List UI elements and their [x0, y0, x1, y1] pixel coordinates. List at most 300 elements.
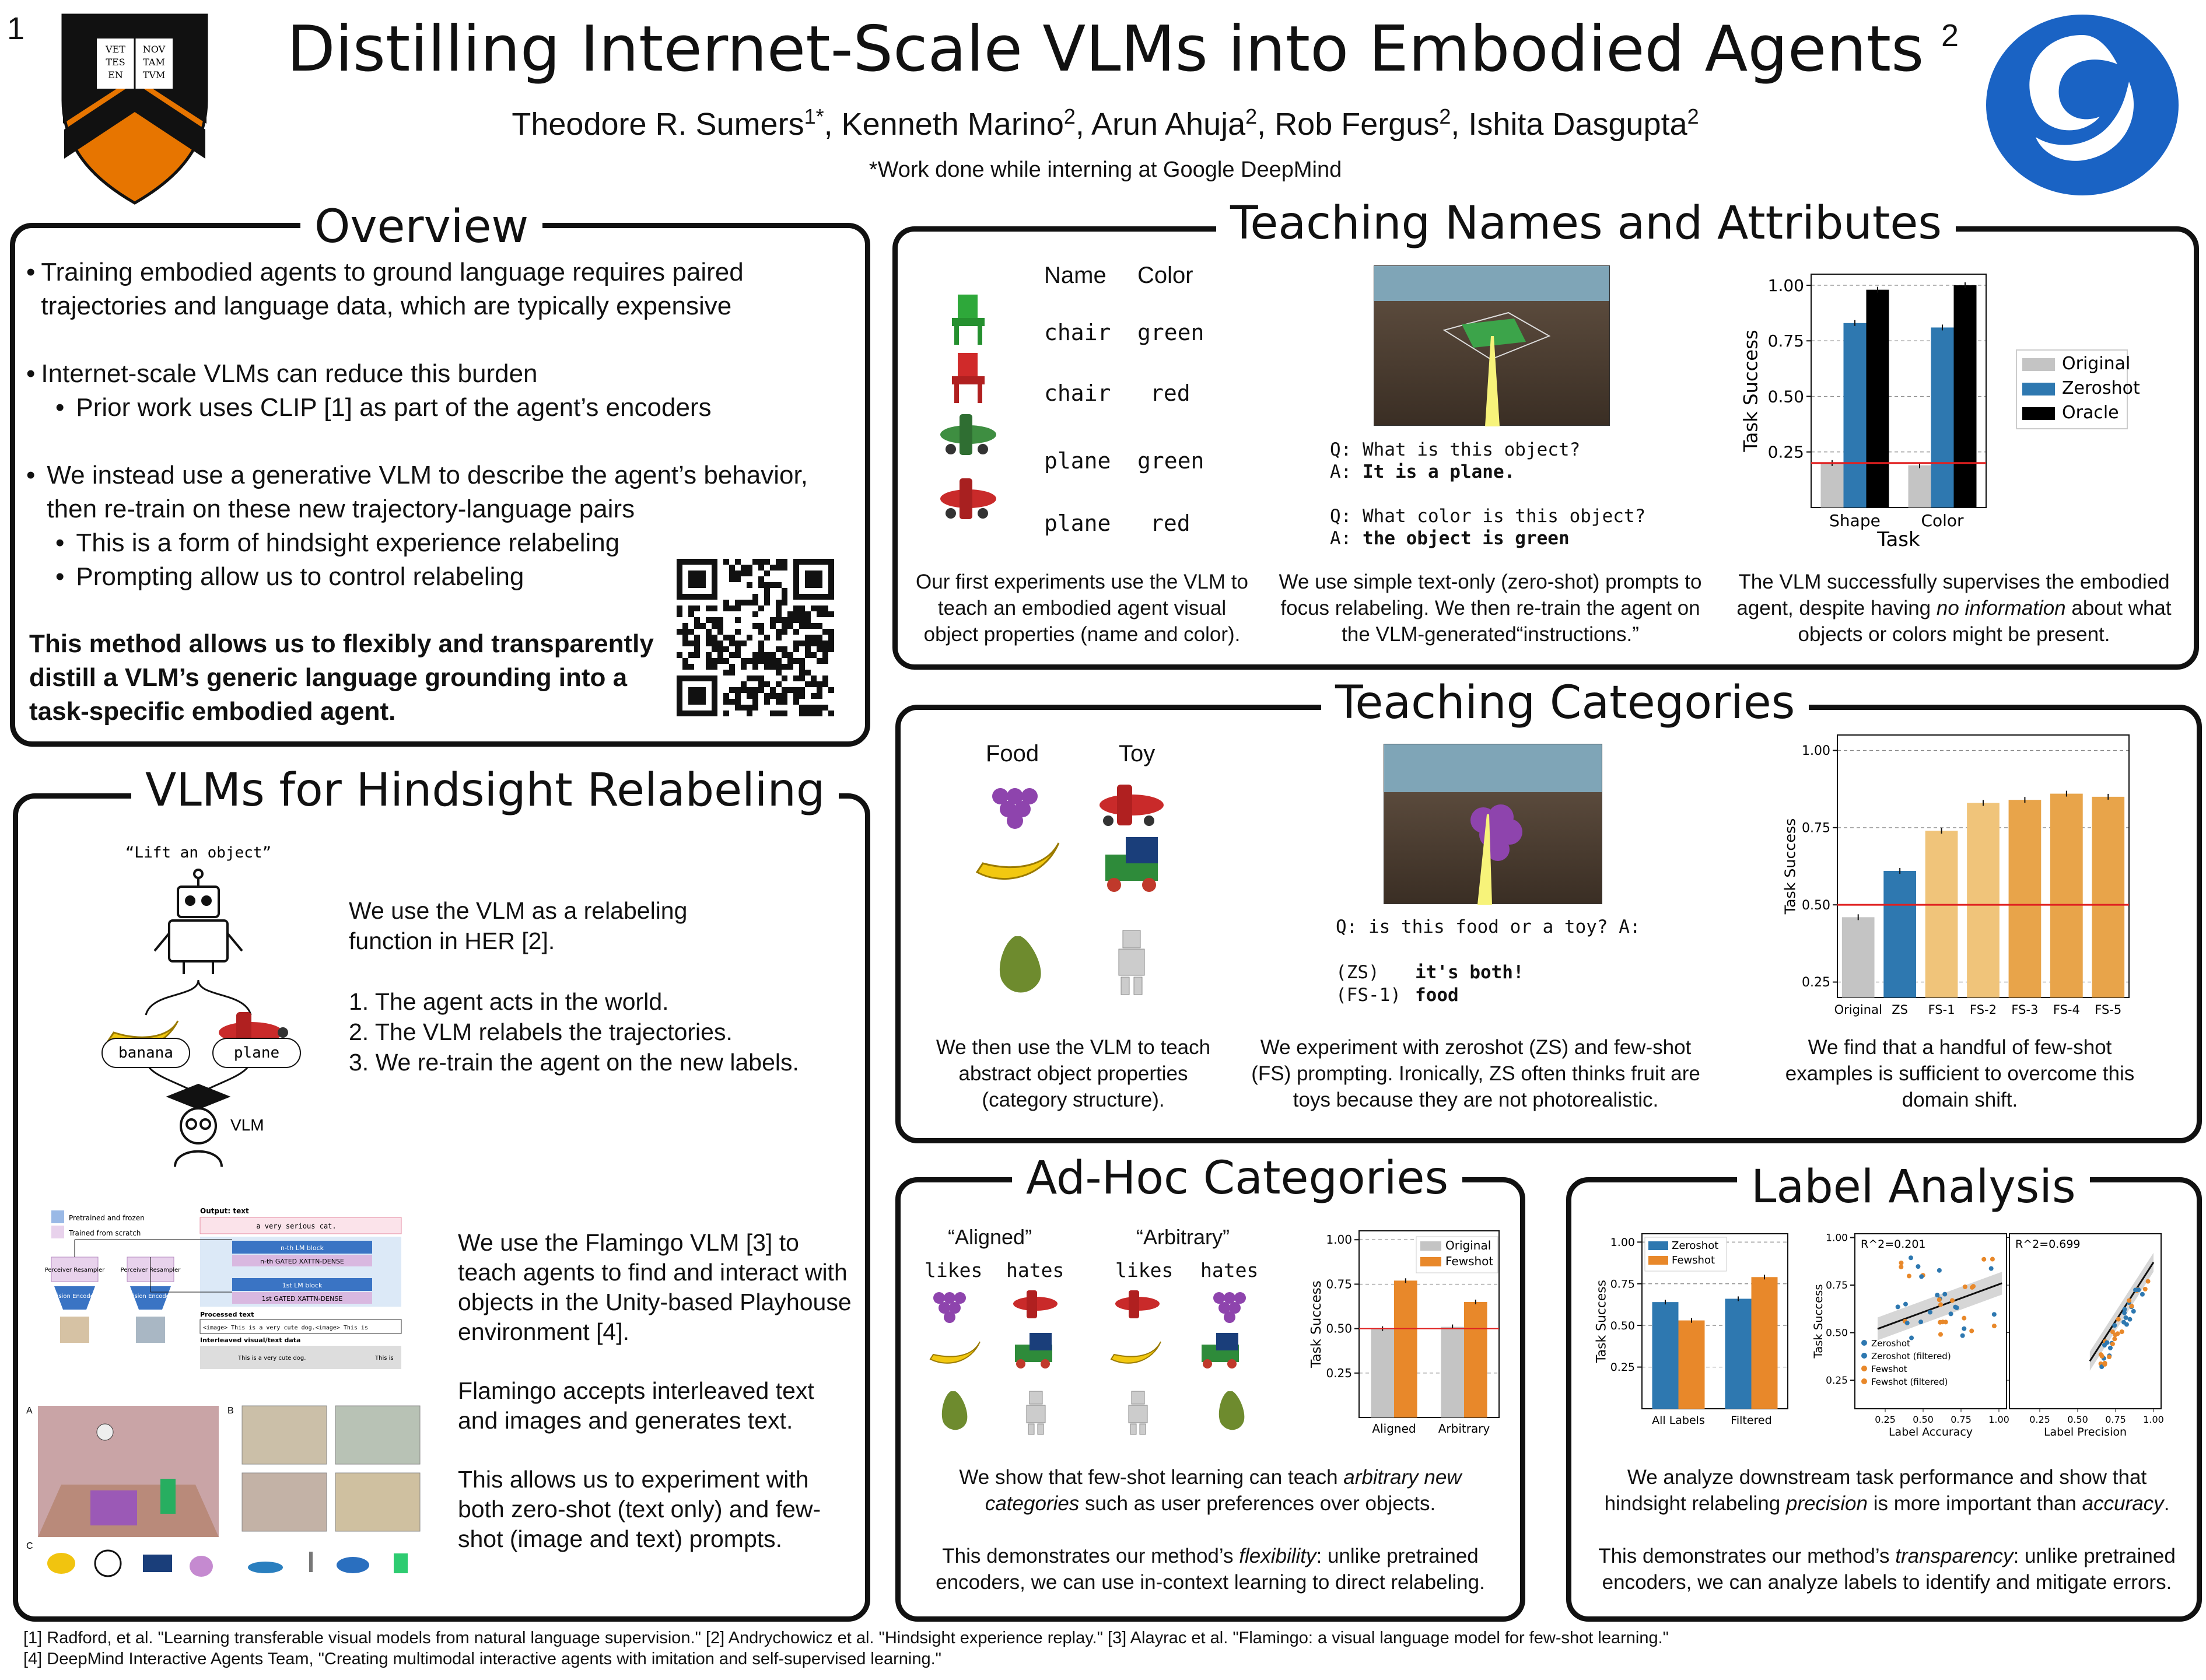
qr-module: [706, 617, 712, 623]
adhoc-caption-2-a: This demonstrates our method’s: [942, 1545, 1239, 1567]
author-affil: 2: [1245, 104, 1258, 128]
scatter-point: [2100, 1354, 2105, 1359]
categories-zs-row: [1336, 961, 1686, 984]
bar-fewshot: [1752, 1277, 1778, 1409]
author-affil: 2: [1063, 104, 1076, 128]
qr-module: [822, 676, 828, 681]
qr-module: [752, 658, 758, 664]
qr-module: [677, 652, 682, 658]
scatter-point: [1992, 1324, 1997, 1328]
qr-module: [799, 623, 805, 629]
scatter-point: [1938, 1332, 1943, 1337]
qr-module: [799, 664, 805, 670]
qr-module: [764, 559, 770, 565]
affiliation-1: 1: [7, 11, 25, 46]
r2-annotation: R^2=0.201: [1861, 1238, 1926, 1251]
qr-module: [782, 623, 787, 629]
y-tick-label: 1.00: [1767, 275, 1804, 295]
qr-module: [682, 623, 688, 629]
label-bar-chart: [1587, 1222, 1797, 1438]
arbitrary-label: “Arbitrary”: [1136, 1225, 1230, 1249]
qr-module: [799, 670, 805, 676]
qr-module: [741, 570, 747, 576]
legend-label: Fewshot: [1445, 1254, 1494, 1268]
overview-title: Overview: [300, 201, 542, 253]
qr-module: [758, 565, 764, 570]
qr-module: [752, 687, 758, 693]
toy-plane-icon: [1013, 1290, 1058, 1318]
x-tick-label: 0.75: [2105, 1414, 2126, 1425]
her-text: [349, 895, 850, 1077]
processed-text: <image> This is a very cute dog.<image> This is: [203, 1325, 368, 1331]
author-affil: 2: [1687, 104, 1699, 128]
categories-zs-answer: it's both!: [1415, 962, 1524, 983]
qr-module: [682, 658, 688, 664]
legend-label: Fewshot (filtered): [1871, 1377, 1948, 1387]
qr-module: [770, 664, 776, 670]
qr-module: [741, 687, 747, 693]
qr-module: [822, 658, 828, 664]
legend-marker: [1861, 1340, 1867, 1346]
qr-module: [752, 664, 758, 670]
scatter-point: [2112, 1323, 2117, 1328]
names-table: [933, 262, 1260, 554]
qr-module: [828, 646, 834, 652]
qr-module: [752, 705, 758, 710]
overview-subbullet: • Prior work uses CLIP [1] as part of the agent’s encoders: [55, 391, 855, 425]
flamingo-architecture-figure: [45, 1205, 419, 1374]
qr-module: [723, 635, 729, 640]
qr-module: [776, 693, 782, 699]
x-tick-label: 0.25: [2029, 1414, 2050, 1425]
qr-module: [758, 640, 764, 646]
qr-module: [764, 635, 770, 640]
qr-module: [694, 652, 700, 658]
x-tick-label: 0.50: [2067, 1414, 2088, 1425]
scatter-point: [1981, 1257, 1986, 1262]
qr-module: [758, 559, 764, 565]
legend-frozen: Pretrained and frozen: [69, 1214, 145, 1222]
y-axis-label: Task Success: [1781, 818, 1799, 915]
output-text: a very serious cat.: [256, 1222, 337, 1230]
y-tick-label: 0.75: [1826, 1279, 1848, 1292]
qr-module: [811, 606, 817, 611]
qr-module: [741, 658, 747, 664]
qr-module: [776, 629, 782, 635]
categories-chart: [1762, 718, 2141, 1015]
qr-module: [811, 640, 817, 646]
adhoc-caption-2: [916, 1543, 1505, 1595]
qr-module: [747, 600, 752, 606]
scatter-point: [2146, 1279, 2151, 1284]
qr-module: [723, 710, 729, 716]
scatter-point: [2120, 1329, 2124, 1334]
qr-module: [764, 570, 770, 576]
qr-module: [787, 617, 793, 623]
scatter-point: [1941, 1320, 1945, 1324]
scatter-point: [2108, 1346, 2113, 1350]
y-axis-label: Task Success: [1594, 1279, 1609, 1363]
qr-module: [822, 611, 828, 617]
shield-text-5: TAM: [143, 57, 165, 68]
bar: [1842, 917, 1875, 998]
qr-module: [770, 658, 776, 664]
scatter-point: [2102, 1343, 2107, 1348]
author-affil: 2: [1439, 104, 1451, 128]
qr-module: [682, 640, 688, 646]
qr-module: [694, 635, 700, 640]
qr-module: [793, 611, 799, 617]
scatter-point: [1937, 1268, 1942, 1273]
qr-module: [776, 582, 782, 588]
scatter-point: [1899, 1265, 1903, 1269]
y-tick-label: 0.25: [1802, 975, 1830, 991]
bar-original: [1909, 466, 1931, 508]
qr-module: [747, 687, 752, 693]
qr-module: [782, 600, 787, 606]
qr-module: [717, 640, 723, 646]
qr-module: [712, 617, 717, 623]
encoder-label: Vision Encoder: [53, 1293, 96, 1300]
qr-module: [782, 588, 787, 594]
pear-icon: [1219, 1391, 1245, 1430]
x-tick-label: Arbitrary: [1438, 1422, 1490, 1436]
author-name: Theodore R. Sumers: [512, 107, 804, 142]
qr-module: [817, 606, 822, 611]
qr-finder-core: [688, 570, 706, 588]
qr-module: [741, 681, 747, 687]
scatter-point: [1949, 1311, 1953, 1316]
scatter-point: [1919, 1274, 1924, 1279]
scatter-point: [1962, 1316, 1966, 1321]
qr-module: [799, 606, 805, 611]
qr-module: [717, 646, 723, 652]
qr-module: [793, 658, 799, 664]
qr-module: [811, 652, 817, 658]
names-a1: It is a plane.: [1363, 461, 1515, 482]
scatter-point: [1950, 1298, 1955, 1303]
x-tick-label: 1.00: [1988, 1414, 2009, 1425]
banana-icon: [1111, 1342, 1161, 1363]
x-axis-label: Label Precision: [2043, 1426, 2127, 1438]
robot-toy-icon: [1119, 930, 1144, 995]
qr-module: [793, 606, 799, 611]
qr-module: [717, 652, 723, 658]
scatter-point: [1907, 1273, 1911, 1278]
qr-module: [799, 658, 805, 664]
qr-module: [770, 565, 776, 570]
color-cell: green: [1137, 320, 1204, 345]
her-step: 1. The agent acts in the world.: [349, 988, 669, 1015]
qr-module: [799, 617, 805, 623]
y-tick-label: 1.00: [1826, 1232, 1848, 1244]
label-caption-1: [1587, 1464, 2187, 1517]
qr-module: [729, 576, 735, 582]
qr-module: [758, 676, 764, 681]
overview-bullet: • We instead use a generative VLM to describe the agent’s behavior, then re-train on these new trajectory-language pairs: [26, 459, 831, 526]
qr-module: [729, 565, 735, 570]
qr-module: [776, 617, 782, 623]
qr-module: [817, 611, 822, 617]
qr-module: [735, 570, 741, 576]
qr-finder-core: [805, 570, 822, 588]
names-caption-3-em: no information: [1936, 597, 2066, 620]
xattn-n: n-th GATED XATTN-DENSE: [260, 1258, 344, 1265]
shield-text-3: EN: [108, 69, 123, 80]
qr-module: [735, 640, 741, 646]
qr-module: [799, 640, 805, 646]
x-tick-label: 0.25: [1875, 1414, 1896, 1425]
author-name: Arun Ahuja: [1091, 107, 1246, 142]
y-tick-label: 0.25: [1610, 1361, 1635, 1374]
qr-module: [735, 705, 741, 710]
cat-image-thumb: [136, 1317, 165, 1343]
qr-module: [747, 705, 752, 710]
bar-fewshot: [1394, 1280, 1417, 1418]
resampler-label: Perceiver Resampler: [44, 1267, 105, 1273]
qr-module: [717, 658, 723, 664]
scatter-point: [1918, 1320, 1923, 1324]
green-chair-icon: [952, 295, 985, 345]
qr-module: [770, 693, 776, 699]
color-cell: green: [1137, 448, 1204, 474]
qr-module: [747, 693, 752, 699]
qr-module: [828, 710, 834, 716]
scatter-point: [1905, 1321, 1910, 1325]
qr-module: [770, 687, 776, 693]
robot-toy-icon: [1129, 1391, 1147, 1434]
qr-module: [828, 629, 834, 635]
qr-module: [764, 658, 770, 664]
names-caption-3-a: The VLM successfully supervises the embodied agent, despite having: [1736, 570, 2170, 620]
scatter-point: [1989, 1266, 1994, 1271]
qr-module: [770, 617, 776, 623]
qr-module: [723, 606, 729, 611]
qr-code[interactable]: [677, 559, 834, 716]
qr-module: [822, 681, 828, 687]
scatter-point: [1990, 1257, 1995, 1262]
y-tick-label: 0.50: [1610, 1319, 1635, 1332]
qr-module: [758, 623, 764, 629]
qr-module: [688, 664, 694, 670]
scatter-point: [1896, 1304, 1900, 1309]
y-tick-label: 0.50: [1326, 1321, 1352, 1336]
red-chair-icon: [952, 353, 985, 403]
qr-module: [822, 606, 828, 611]
duck-toy: [47, 1553, 75, 1574]
toy-train-icon: [1015, 1333, 1052, 1368]
prompt-text: “Lift an object”: [125, 844, 272, 862]
qr-module: [799, 676, 805, 681]
qr-module: [741, 600, 747, 606]
scatter-point: [1969, 1329, 1974, 1334]
adhoc-chart: [1304, 1219, 1514, 1447]
qr-module: [787, 687, 793, 693]
qr-module: [817, 693, 822, 699]
qr-module: [776, 565, 782, 570]
qr-module: [793, 687, 799, 693]
qr-module: [776, 635, 782, 640]
scatter-point: [1938, 1302, 1943, 1307]
qr-module: [776, 606, 782, 611]
legend-swatch: [1648, 1256, 1668, 1265]
qr-module: [782, 646, 787, 652]
legend-swatch: [2022, 407, 2055, 420]
qr-module: [817, 710, 822, 716]
adhoc-caption-1: [916, 1464, 1505, 1517]
y-tick-label: 1.00: [1802, 744, 1830, 759]
her-step: 3. We re-train the agent on the new labels.: [349, 1049, 799, 1076]
x-tick-label: FS-5: [2095, 1003, 2122, 1017]
names-q2: Q: What color is this object?: [1330, 506, 1646, 527]
qr-module: [782, 699, 787, 705]
scatter-point: [1992, 1312, 1997, 1317]
scatter-point: [1970, 1285, 1974, 1290]
qr-module: [811, 710, 817, 716]
qr-module: [712, 635, 717, 640]
qr-module: [717, 623, 723, 629]
qr-module: [782, 664, 787, 670]
qr-module: [729, 606, 735, 611]
qr-module: [712, 606, 717, 611]
qr-module: [735, 687, 741, 693]
qr-module: [712, 640, 717, 646]
categories-title: Teaching Categories: [1321, 677, 1809, 729]
dog-image-thumb: [60, 1317, 89, 1343]
bar-fewshot: [1464, 1302, 1487, 1418]
boat-toy: [248, 1562, 283, 1573]
qr-module: [817, 623, 822, 629]
x-tick-label: 0.75: [1951, 1414, 1972, 1425]
adhoc-caption-2-em: flexibility: [1239, 1545, 1316, 1567]
qr-module: [805, 635, 811, 640]
qr-module: [793, 646, 799, 652]
qr-module: [752, 623, 758, 629]
qr-module: [752, 693, 758, 699]
qr-module: [694, 606, 700, 611]
overview-bullet-text: Training embodied agents to ground language requires paired trajectories and language data, which are typically expensive: [41, 258, 744, 320]
overview-bullet: • Training embodied agents to ground language requires paired trajectories and language data, which are typically expensive: [26, 256, 855, 323]
qr-module: [694, 623, 700, 629]
y-axis-label: Task Success: [1739, 330, 1762, 452]
qr-module: [735, 559, 741, 565]
bar: [1883, 871, 1916, 998]
qr-module: [677, 606, 682, 611]
x-tick-label: Original: [1834, 1003, 1882, 1017]
names-caption-3: [1727, 569, 2182, 648]
qr-module: [735, 646, 741, 652]
scatter-point: [1899, 1261, 1903, 1265]
qr-module: [817, 658, 822, 664]
qr-module: [822, 705, 828, 710]
qr-module: [729, 570, 735, 576]
legend-swatch: [1420, 1241, 1441, 1251]
overview-subbullet: • Prompting allow us to control relabeling: [55, 560, 855, 594]
qr-module: [712, 646, 717, 652]
legend-label: Zeroshot: [2062, 378, 2140, 398]
y-tick-label: 0.50: [1767, 387, 1804, 407]
qr-module: [723, 699, 729, 705]
qr-module: [682, 664, 688, 670]
regression-line: [2090, 1262, 2154, 1362]
label-caption-1-em2: accuracy: [2082, 1492, 2164, 1515]
qr-module: [741, 664, 747, 670]
qr-module: [758, 606, 764, 611]
qr-module: [805, 705, 811, 710]
qr-module: [776, 681, 782, 687]
qr-module: [688, 640, 694, 646]
qr-module: [764, 594, 770, 600]
qr-module: [811, 681, 817, 687]
author-name: Ishita Dasgupta: [1468, 107, 1687, 142]
shield-text-4: NOV: [142, 44, 166, 55]
green-plane-icon: [940, 414, 996, 455]
scatter-point: [1960, 1334, 1965, 1338]
qr-module: [758, 576, 764, 582]
names-caption-1: Our first experiments use the VLM to teach an embodied agent visual object properties (name and color).: [916, 570, 1248, 646]
qr-module: [729, 664, 735, 670]
y-tick-label: 0.50: [1802, 898, 1830, 913]
scatter-point: [1916, 1264, 1920, 1269]
qr-module: [752, 559, 758, 565]
helicopter-toy: [337, 1557, 369, 1573]
plant-pot: [190, 1556, 213, 1577]
bar-oracle: [1954, 285, 1977, 508]
qr-module: [817, 681, 822, 687]
qr-module: [793, 699, 799, 705]
qr-module: [735, 699, 741, 705]
categories-fs-row: [1336, 984, 1686, 1007]
scatter-point: [2110, 1342, 2115, 1346]
flamingo-interleave: Flamingo accepts interleaved text and images and generates text.: [458, 1377, 814, 1434]
chair-toy: [394, 1553, 408, 1573]
r2-annotation: R^2=0.699: [2015, 1238, 2081, 1251]
qr-module: [793, 640, 799, 646]
scatter-point: [2131, 1309, 2136, 1314]
food-label: Food: [986, 741, 1039, 766]
overview-bullet: • Internet-scale VLMs can reduce this burden: [26, 357, 855, 391]
qr-module: [787, 652, 793, 658]
qr-module: [752, 652, 758, 658]
poster-title: Distilling Internet-Scale VLMs into Embodied Agents: [286, 13, 1924, 86]
qr-module: [828, 640, 834, 646]
qr-module: [758, 629, 764, 635]
categories-caption-3: We find that a handful of few-shot examples is sufficient to overcome this domain shift.: [1785, 1036, 2135, 1111]
qr-module: [822, 652, 828, 658]
interleaved-text-2: This is: [375, 1355, 394, 1362]
qr-module: [811, 693, 817, 699]
label-caption-1-a: We analyze downstream task performance and show that hindsight relabeling: [1604, 1466, 2147, 1515]
qr-module: [793, 693, 799, 699]
pear-icon: [1000, 936, 1041, 993]
banana-icon: [930, 1342, 980, 1363]
qr-module: [817, 687, 822, 693]
legend-label: Zeroshot (filtered): [1871, 1351, 1951, 1362]
reference-line: [4] DeepMind Interactive Agents Team, "Creating multimodal interactive agents with imitation and self-supervised learning.": [23, 1650, 941, 1668]
qr-module: [752, 594, 758, 600]
qr-module: [776, 710, 782, 716]
adhoc-caption-1-a: We show that few-shot learning can teach: [959, 1466, 1344, 1489]
overview-subbullet-text: This is a form of hindsight experience relabeling: [76, 528, 620, 557]
grapes-icon: [1213, 1292, 1246, 1323]
legend-swatch: [2022, 358, 2055, 371]
qr-module: [776, 600, 782, 606]
overview-subbullet: • This is a form of hindsight experience relabeling: [55, 526, 855, 560]
scatter-point: [2121, 1320, 2126, 1325]
author-name: Rob Fergus: [1274, 107, 1440, 142]
legend-label: Zeroshot: [1672, 1240, 1719, 1252]
bar-zeroshot: [1725, 1298, 1752, 1409]
